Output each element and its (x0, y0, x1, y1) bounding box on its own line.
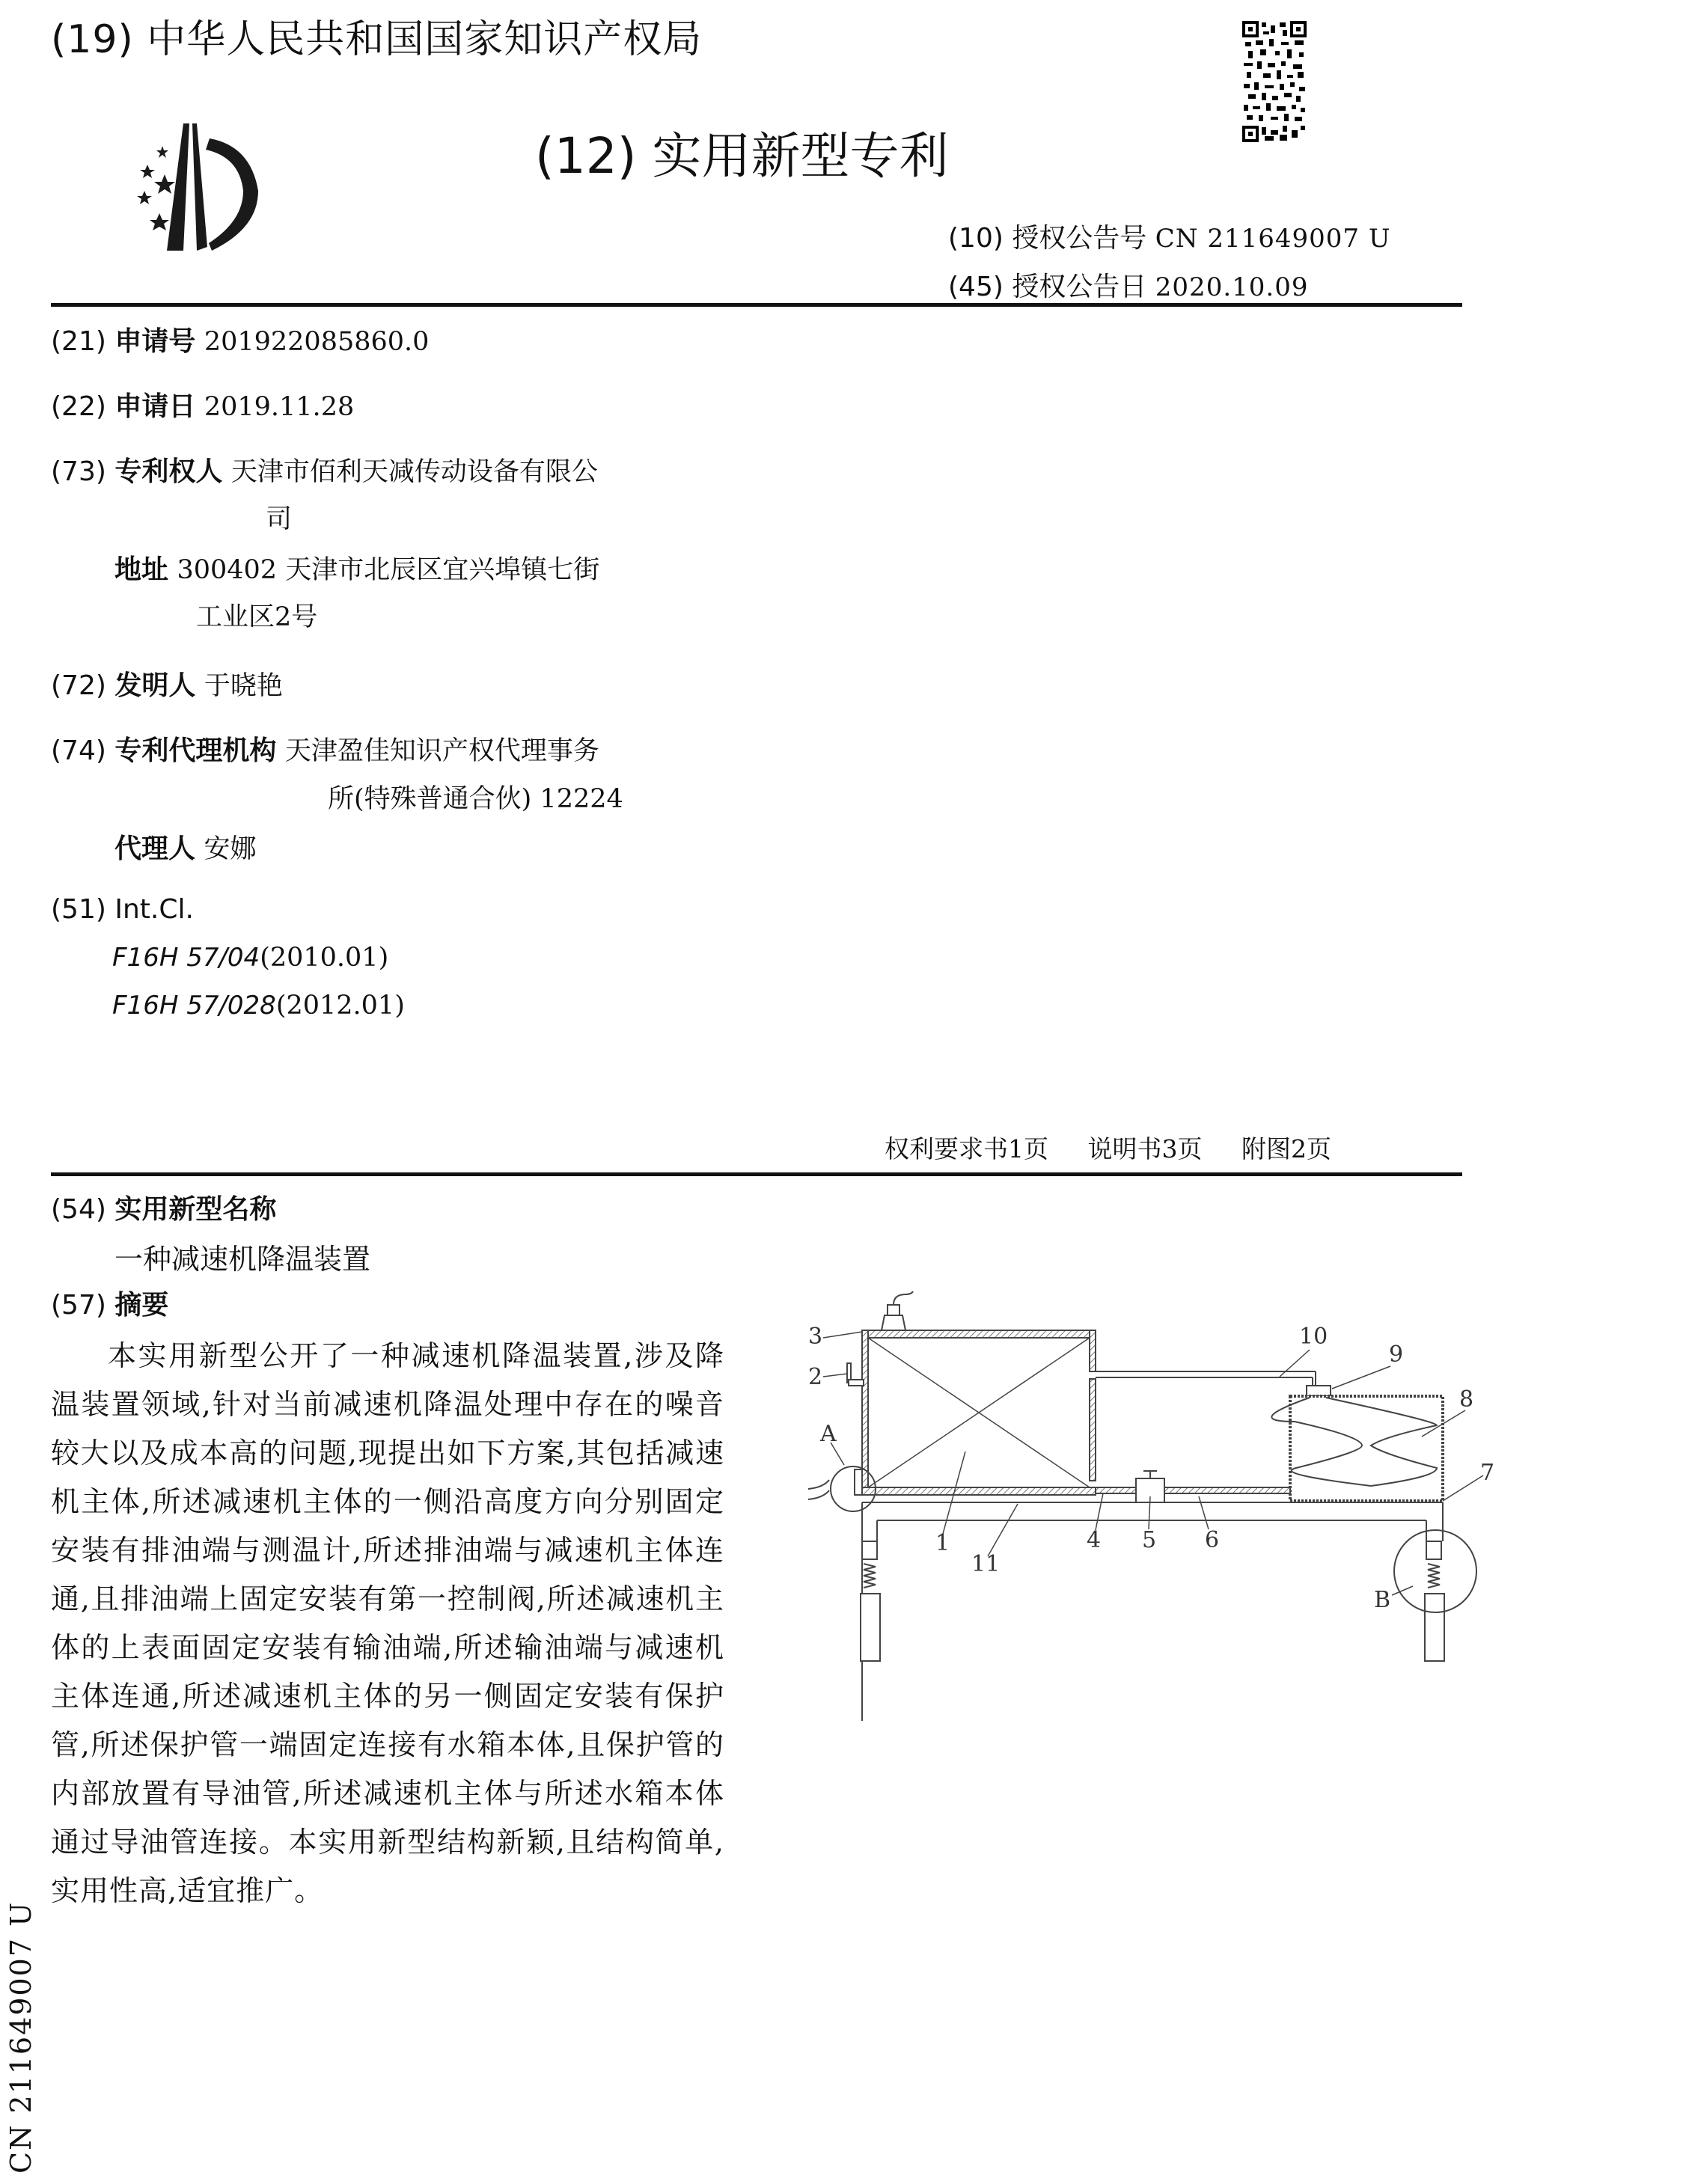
reducer-body-wall (862, 1330, 1096, 1338)
figure-label-1: 1 (935, 1530, 950, 1556)
agency-value-continued: 所(特殊普通合伙) 12224 (328, 784, 623, 814)
inventor-row: (72) 发明人 于晓艳 (51, 670, 283, 701)
utility-model-title: 一种减速机降温装置 (114, 1243, 371, 1276)
int-cl-entry: F16H 57/04(2010.01) (112, 943, 389, 973)
agent-value: 安娜 (204, 834, 257, 864)
publication-date-label: (45) 授权公告日 (948, 272, 1147, 302)
figure-label-11: 11 (971, 1551, 1001, 1577)
figure-label-a: A (820, 1421, 837, 1447)
address-value-continued: 工业区2号 (196, 602, 318, 632)
agency-label: 专利代理机构 (114, 735, 277, 766)
int-cl-row: (51) Int.Cl. (51, 894, 194, 925)
publication-number-label: (10) 授权公告号 (948, 223, 1147, 254)
publication-number-row (948, 217, 1391, 255)
application-number-label: 申请号 (114, 326, 196, 357)
figure-label-2: 2 (808, 1364, 823, 1390)
int-cl-label: Int.Cl. (114, 894, 194, 925)
office-title: (19) 中华人民共和国国家知识产权局 (51, 17, 703, 62)
page-counts (885, 1130, 1363, 1165)
application-date: 2019.11.28 (204, 392, 355, 422)
description-page-count: 说明书3页 (1087, 1134, 1203, 1163)
patentee-row: (73) 专利权人 天津市佰利天减传动设备有限公 (51, 456, 598, 487)
figure-label-5: 5 (1142, 1527, 1157, 1553)
abstract-text: 本实用新型公开了一种减速机降温装置,涉及降温装置领域,针对当前减速机降温处理中存在的噪音较大以及成本高的问题,现提出如下方案,其包括减速机主体,所述减速机主体的一侧沿高度方向分别固定安装有排油端与测温计,所述排油端与减速机主体连通,且排油端上固定安装有第一控制阀,所述减速机主体的上表面固定安装有输油端,所述输油端与减速机主体连通,所述减速机主体的另一侧固定安装有保护管,所述保护管一端固定连接有水箱本体,且保护管的内部放置有导油管,所述减速机主体与所述水箱本体通过导油管连接。本实用新型结构新颖,且结构简单,实用性高,适宜推广。 (51, 1339, 724, 1907)
patentee-label: 专利权人 (114, 456, 223, 487)
address-value: 300402 天津市北辰区宜兴埠镇七街 (177, 555, 600, 585)
address-label: 地址 (114, 554, 169, 585)
figure-label-9: 9 (1389, 1342, 1404, 1368)
application-number: 201922085860.0 (204, 327, 430, 357)
publication-number: CN 211649007 U (1155, 224, 1391, 254)
agent-label: 代理人 (114, 833, 196, 864)
header-divider (51, 303, 1462, 307)
utility-model-name-heading: (54) 实用新型名称 (51, 1194, 277, 1225)
int-cl-entry: F16H 57/028(2012.01) (112, 991, 405, 1021)
inventor-value: 于晓艳 (204, 671, 283, 701)
figure-label-8: 8 (1459, 1386, 1474, 1413)
abstract-drawing (793, 1272, 1495, 1721)
section-divider (51, 1172, 1462, 1176)
address-row (114, 548, 599, 587)
figure-label-6: 6 (1205, 1527, 1220, 1553)
publication-date-row (948, 266, 1308, 304)
figure-label-3: 3 (808, 1324, 823, 1350)
figure-label-b: B (1374, 1587, 1391, 1613)
patentee-value-continued: 司 (266, 504, 293, 534)
patentee-value: 天津市佰利天减传动设备有限公 (230, 457, 598, 487)
document-type: (12) 实用新型专利 (535, 127, 949, 185)
side-publication-number: CN 211649007 U (4, 1900, 37, 2174)
application-date-label: 申请日 (114, 391, 196, 422)
figure-label-7: 7 (1480, 1460, 1495, 1486)
figure-label-4: 4 (1087, 1527, 1102, 1553)
drawings-page-count: 附图2页 (1241, 1134, 1331, 1163)
publication-date: 2020.10.09 (1155, 272, 1309, 302)
cnipa-logo-icon (131, 116, 311, 258)
qr-code-icon (1242, 21, 1307, 142)
agency-value: 天津盈佳知识产权代理事务 (284, 736, 599, 766)
application-date-row: (22) 申请日 2019.11.28 (51, 391, 355, 422)
agency-row: (74) 专利代理机构 天津盈佳知识产权代理事务 (51, 735, 599, 766)
agent-row (114, 828, 256, 866)
inventor-label: 发明人 (114, 670, 196, 701)
application-number-row: (21) 申请号 201922085860.0 (51, 326, 430, 357)
figure-label-10: 10 (1299, 1324, 1328, 1350)
claims-page-count: 权利要求书1页 (885, 1134, 1048, 1163)
abstract-heading: (57) 摘要 (51, 1290, 169, 1321)
